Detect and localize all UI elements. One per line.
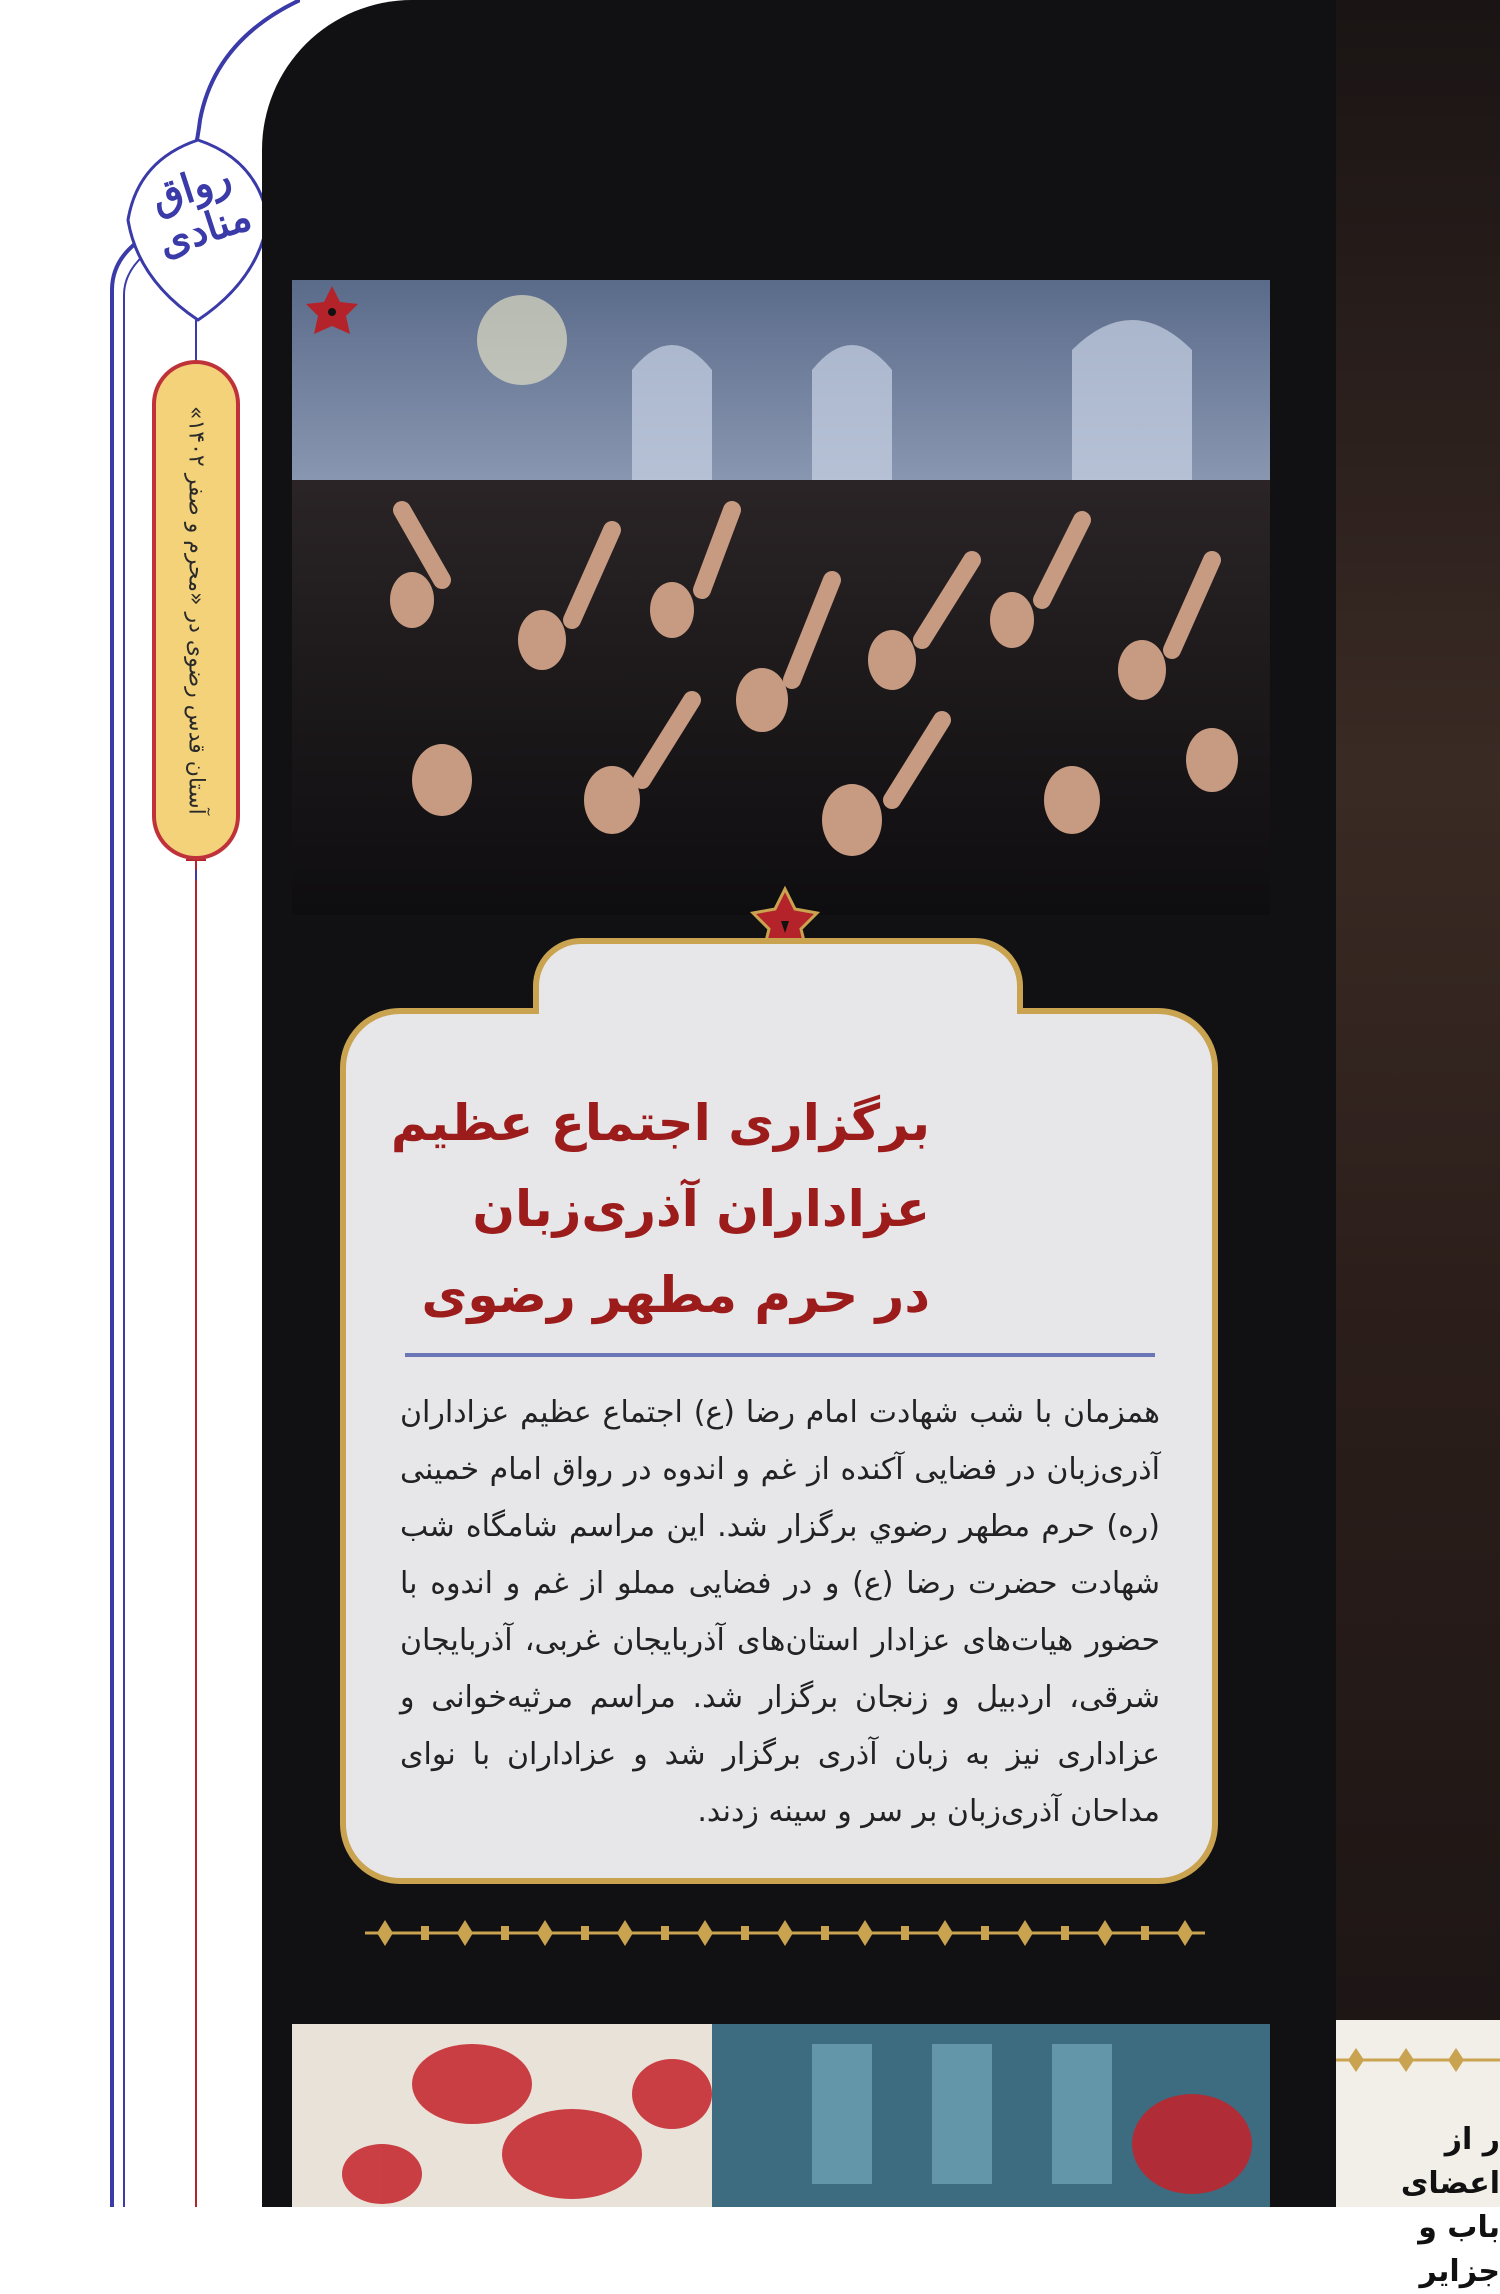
headline-divider [405,1353,1155,1357]
sidebar-vertical-title: آستان قدس رضوی در «محرم و صفر ۱۴۰۲» [183,405,209,815]
headline-line-3: در حرم مطهر رضوی [421,1266,930,1324]
article-body-paragraph: همزمان با شب شهادت امام رضا (ع) اجتماع عظیم عزاداران آذری‌زبان در فضایی آکنده از غم و اندوه در رواق امام خمینی (ره) حرم مطهر رضوي برگزار شد. این مراسم شامگاه شب شهادت حضرت رضا (ع) و در فضایی مملو از غم و اندوه با حضور هیات‌های عزادار استان‌های آذربایجان غربی، آذربایجان شرقی، اردبیل و زنجان برگزار شد. مراسم مرثیه‌خوانی و عزاداری نیز به زبان آذری برگزار شد و عزاداران با نوای مداحان آذری‌زبان بر سر و سینه زدند. [400,1395,1160,1829]
adjacent-page-text: ر از اعضای باب و جزایر [1400,2122,1500,2289]
shrine-mourners-photo [292,280,1270,915]
title-tab-mask [539,1002,1017,1016]
right-ornament-border [1336,2040,1500,2080]
rosette-ornament-top [300,282,364,346]
article-body [400,1384,1160,1840]
article-headline [370,1080,930,1338]
logo-text: رواق منادی [145,152,257,267]
headline-line-1: برگزاری اجتماع عظیم [390,1094,930,1152]
left-border-ornament [0,0,300,2207]
shrine-decoration-photo [292,2024,1270,2207]
headline-line-2: عزاداران آذری‌زبان [472,1180,930,1238]
adjacent-page-photo [1336,0,1500,2207]
gold-ornament-border [355,1908,1215,1958]
